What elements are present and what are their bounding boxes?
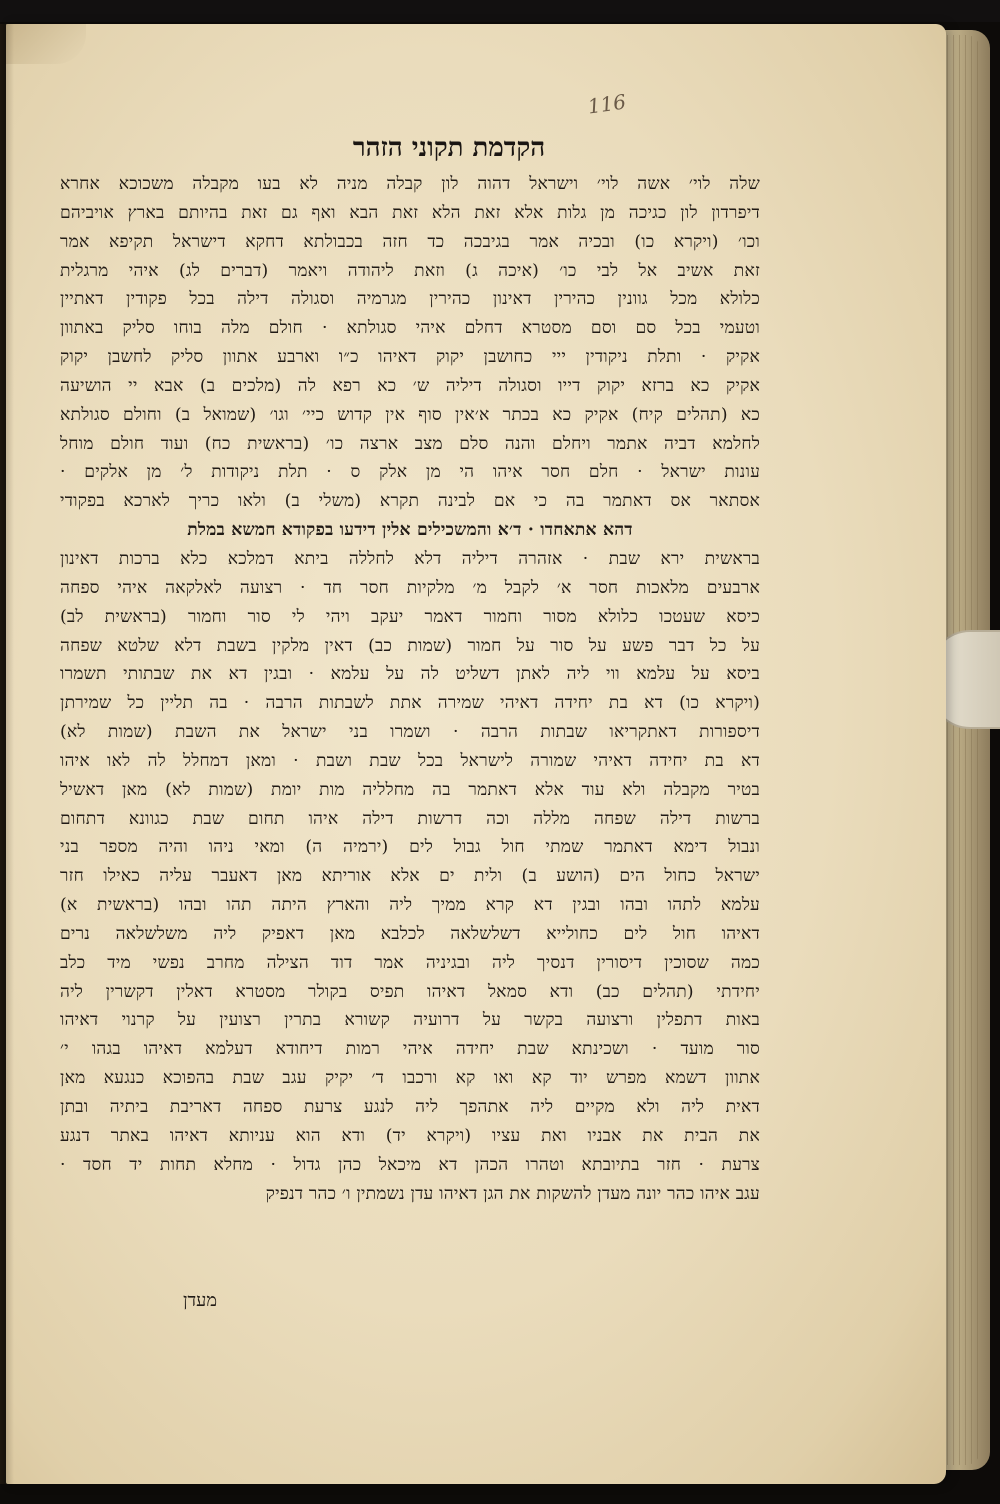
text-line: (ויקרא כו) דא בת יחידה דאיהי שמירה אתת לשבתות הרבה · בה תליין כל שמירתן (60, 693, 760, 714)
text-line: את הבית את אבניו ואת עציו (ויקרא יד) ודא הוא עניותא דאיהו באתר דנגע (60, 1125, 760, 1146)
text-line: אקיק כא ברזא יקוק דייו וסגולה דיליה ש׳ כא רפא לה (מלכים ב) אבא יי הושיעה (60, 375, 760, 396)
text-line: שלה לוי׳ אשה לוי׳ וישראל דהוה לון קבלה מניה לא בעו מקבלה משכוכא אחרא (60, 174, 760, 194)
text-line: כיסא שעטכו כלולא מסור וחמור דאמר יעקב ויהי לי סור וחמור (בראשית לב) (60, 606, 760, 627)
text-line: בטיר מקבלה ולא עוד אלא דאתמר בה מחלליה מות יומת (שמות לא) מאן דאשיל (60, 779, 760, 800)
text-line: דאית ליה ולא מקיים ליה אתהפך ליה לנגע צרעת ספחה דאריבת ביתיה ובתן (60, 1097, 760, 1117)
text-line: וטעמי בכל סם וסם מסטרא דחלם איהי סגולתא · חולם מלה בוחו סליק באתוון (60, 318, 760, 339)
text-line: וכו׳ (ויקרא כו) ובכיה אמר בגיבכה כד חזה בכבולתא דחקא דישראל תקיפא אמר (60, 231, 760, 252)
text-line: דהא אתאחדו · ד׳א והמשכילים אלין דידעו בפקודא חמשא במלת (187, 520, 633, 541)
text-line: ביסא על עלמא ווי ליה לאתן דשליט לה על עלמא · ובגין דא את שבתותי תשמרו (60, 664, 760, 685)
text-line: באות דתפלין ורצועה בקשר על דרועיה קשורא בתרין רצועין על קרנוי דאיהו (60, 1010, 760, 1031)
text-line: דיספורות דאתקריאו שבתות הרבה · ושמרו בני ישראל את השבת (שמות לא) (60, 722, 760, 743)
folio-number: 116 (586, 89, 628, 119)
text-line: בראשית ירא שבת · אזהרה דיליה דלא לחללה ביתא דמלכא כלא ברכות דאינון (60, 548, 760, 569)
text-line: ונבול דימא דאתמר שמתי חול גבול לים (ירמיה ה) ומאי ניהו והיה מספר בני (60, 837, 760, 858)
scan-background-strip (0, 0, 1000, 22)
text-line: כלולא מכל גוונין כהירין דאינון כהירין מגרמיה וסגולה דילה בכל פקודין דאתיין (60, 289, 760, 310)
text-block (60, 170, 760, 1208)
text-line: לחלמא דביה אתמר ויחלם והנה סלם מצב ארצה כו׳ (בראשית כח) ועוד חולם מוחל (60, 433, 760, 454)
gutter-shadow (0, 24, 14, 1484)
text-line: על כל דבר פשע על סור על חמור (שמות כב) דאין מלקין בשבת דלא שלטא שפחה (60, 635, 760, 656)
text-line: יחידתי (תהלים כב) ודא סמאל דאיהו תפיס בקולר מסטרא דאלין דקשרין ליה (60, 981, 760, 1002)
text-line: עלמא לתהו ובהו ובגין דא קרא ממיך ליה והארץ היתה תהו ובהו (בראשית א) (60, 895, 760, 916)
text-line: זאת אשיב אל לבי כו׳ (איכה ג) וזאת ליהודה ויאמר (דברים לג) איהי מרגלית (60, 260, 760, 281)
text-line: ארבעים מלאכות חסר א׳ לקבל מ׳ מלקיות חסר חד · רצועה לאלקאה איהי ספחה (60, 577, 760, 598)
text-line: דא בת יחידה דאיהי שמורה לישראל בכל שבת ושבת · ומאן דמחלל לה לאו איהו (60, 750, 760, 771)
text-line: דיפרדון לון כגיכה מן גלות אלא זאת הלא זאת הבא ואף גם זאת בהיותם בארץ אויביהם (60, 202, 760, 223)
text-line: אתוון דשמא מפרש יוד קא ואו קא ורכבו ד׳ יקיק עגב שבת בהפוכא כנגעא מאן (60, 1068, 760, 1089)
text-line: צרעת · חזר בתיובתא וטהרו הכהן דא מיכאל כהן גדול · מחלא תחות יד חסד · (60, 1154, 760, 1175)
text-line: עונות ישראל · חלם חסר איהו הי מן אלק ס · תלת ניקודות ל׳ מן אלקים · (60, 462, 760, 483)
text-line: ישראל כחול הים (הושע ב) ולית ים אלא אוריתא מאן דאעבר עליה כאילו חזר (60, 866, 760, 887)
catchword: מעדן (182, 1290, 218, 1311)
text-line: כמה שסוכין דיסורין דנסיך ליה ובגיניה אמר דוד הצילה מחרב נפשי מיד כלב (60, 952, 760, 973)
text-line: עגב איהו כהר יונה מעדן להשקות את הגן דאיהו עדן נשמתין ו׳ כהר דנפיק (265, 1183, 760, 1204)
text-line: כא (תהלים קיח) אקיק כא בכתר א׳אין סוף אין קדוש כיי׳ וגו׳ (שמואל ב) וחולם סגולתא (60, 404, 760, 425)
text-line: דאיהו חול לים כחולייא דשלשלאה לכלבא מאן דאפיק ליה משלשלאה נרים (60, 923, 760, 944)
text-line: ברשות דילה שפחה מללה וכה דרשות דילה איהו תחום שבת כגוונא דתחום (60, 808, 760, 829)
text-line: אקיק · ותלת ניקודין ייי כחושבן יקוק דאיהו כ״ו וארבע אתוון סליק לחשבן יקוק (60, 347, 760, 368)
text-line: סור מועד · ושכינתא שבת יחידה איהי רמות דיחודא דעלמא דאיהו בגהו י׳ (60, 1039, 760, 1060)
page-heading: הקדמת תקוני הזהר (352, 133, 546, 163)
page-corner-wear (6, 24, 86, 64)
text-line: אסתאר אס דאתמר בה כי אם לבינה תקרא (משלי ב) ולאו כריך לארכא בפקודי (60, 491, 760, 512)
